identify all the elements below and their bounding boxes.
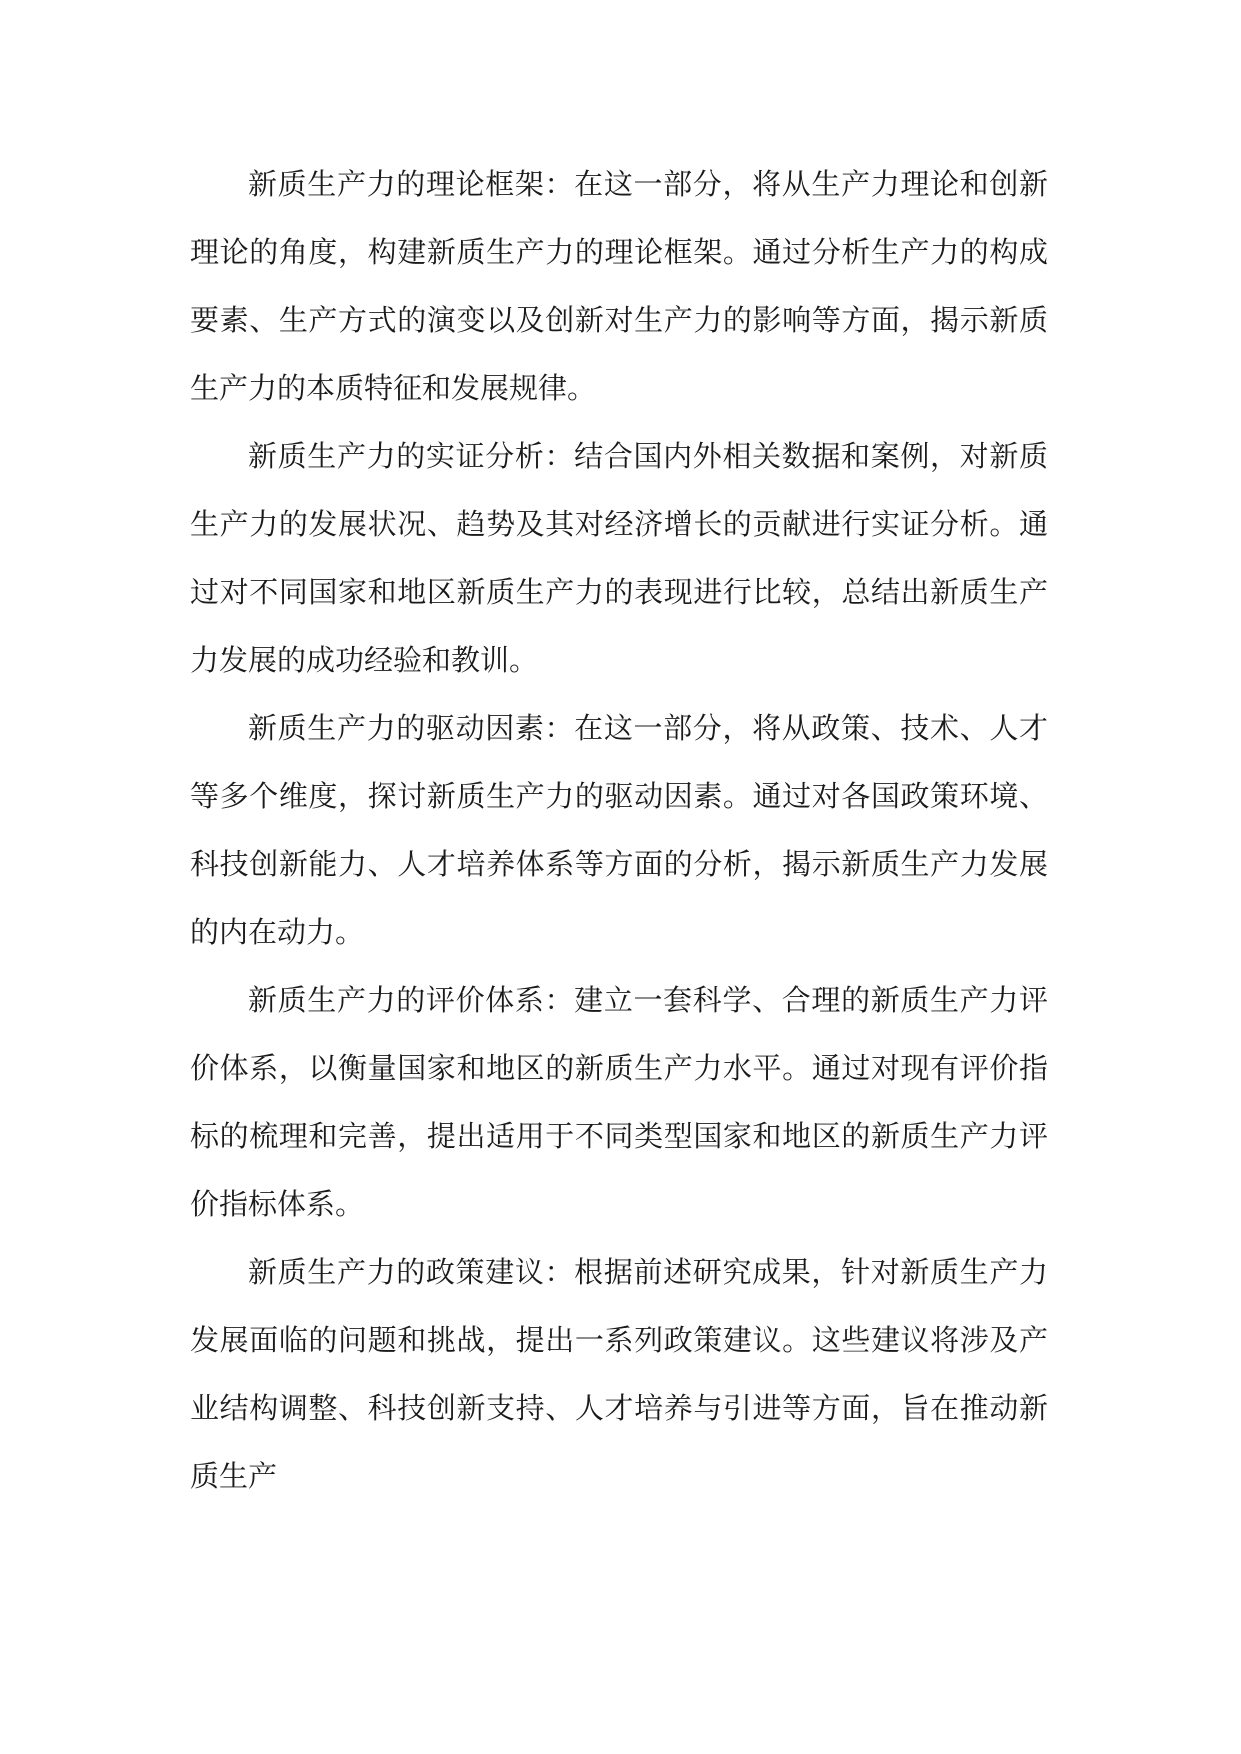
paragraph-driving-factors: 新质生产力的驱动因素：在这一部分，将从政策、技术、人才等多个维度，探讨新质生产力的驱动因素。通过对各国政策环境、科技创新能力、人才培养体系等方面的分析，揭示新质生产力发展的内在动力。 <box>190 711 1048 949</box>
paragraph-empirical-analysis: 新质生产力的实证分析：结合国内外相关数据和案例，对新质生产力的发展状况、趋势及其对经济增长的贡献进行实证分析。通过对不同国家和地区新质生产力的表现进行比较，总结出新质生产力发展的成功经验和教训。 <box>190 439 1048 677</box>
paragraph-evaluation-system: 新质生产力的评价体系：建立一套科学、合理的新质生产力评价体系，以衡量国家和地区的新质生产力水平。通过对现有评价指标的梳理和完善，提出适用于不同类型国家和地区的新质生产力评价指标体系。 <box>190 983 1048 1221</box>
document-body <box>190 150 1048 1510</box>
paragraph-theoretical-framework: 新质生产力的理论框架：在这一部分，将从生产力理论和创新理论的角度，构建新质生产力的理论框架。通过分析生产力的构成要素、生产方式的演变以及创新对生产力的影响等方面，揭示新质生产力的本质特征和发展规律。 <box>190 167 1048 405</box>
paragraph-policy-suggestions: 新质生产力的政策建议：根据前述研究成果，针对新质生产力发展面临的问题和挑战，提出一系列政策建议。这些建议将涉及产业结构调整、科技创新支持、人才培养与引进等方面，旨在推动新质生产 <box>190 1255 1048 1493</box>
